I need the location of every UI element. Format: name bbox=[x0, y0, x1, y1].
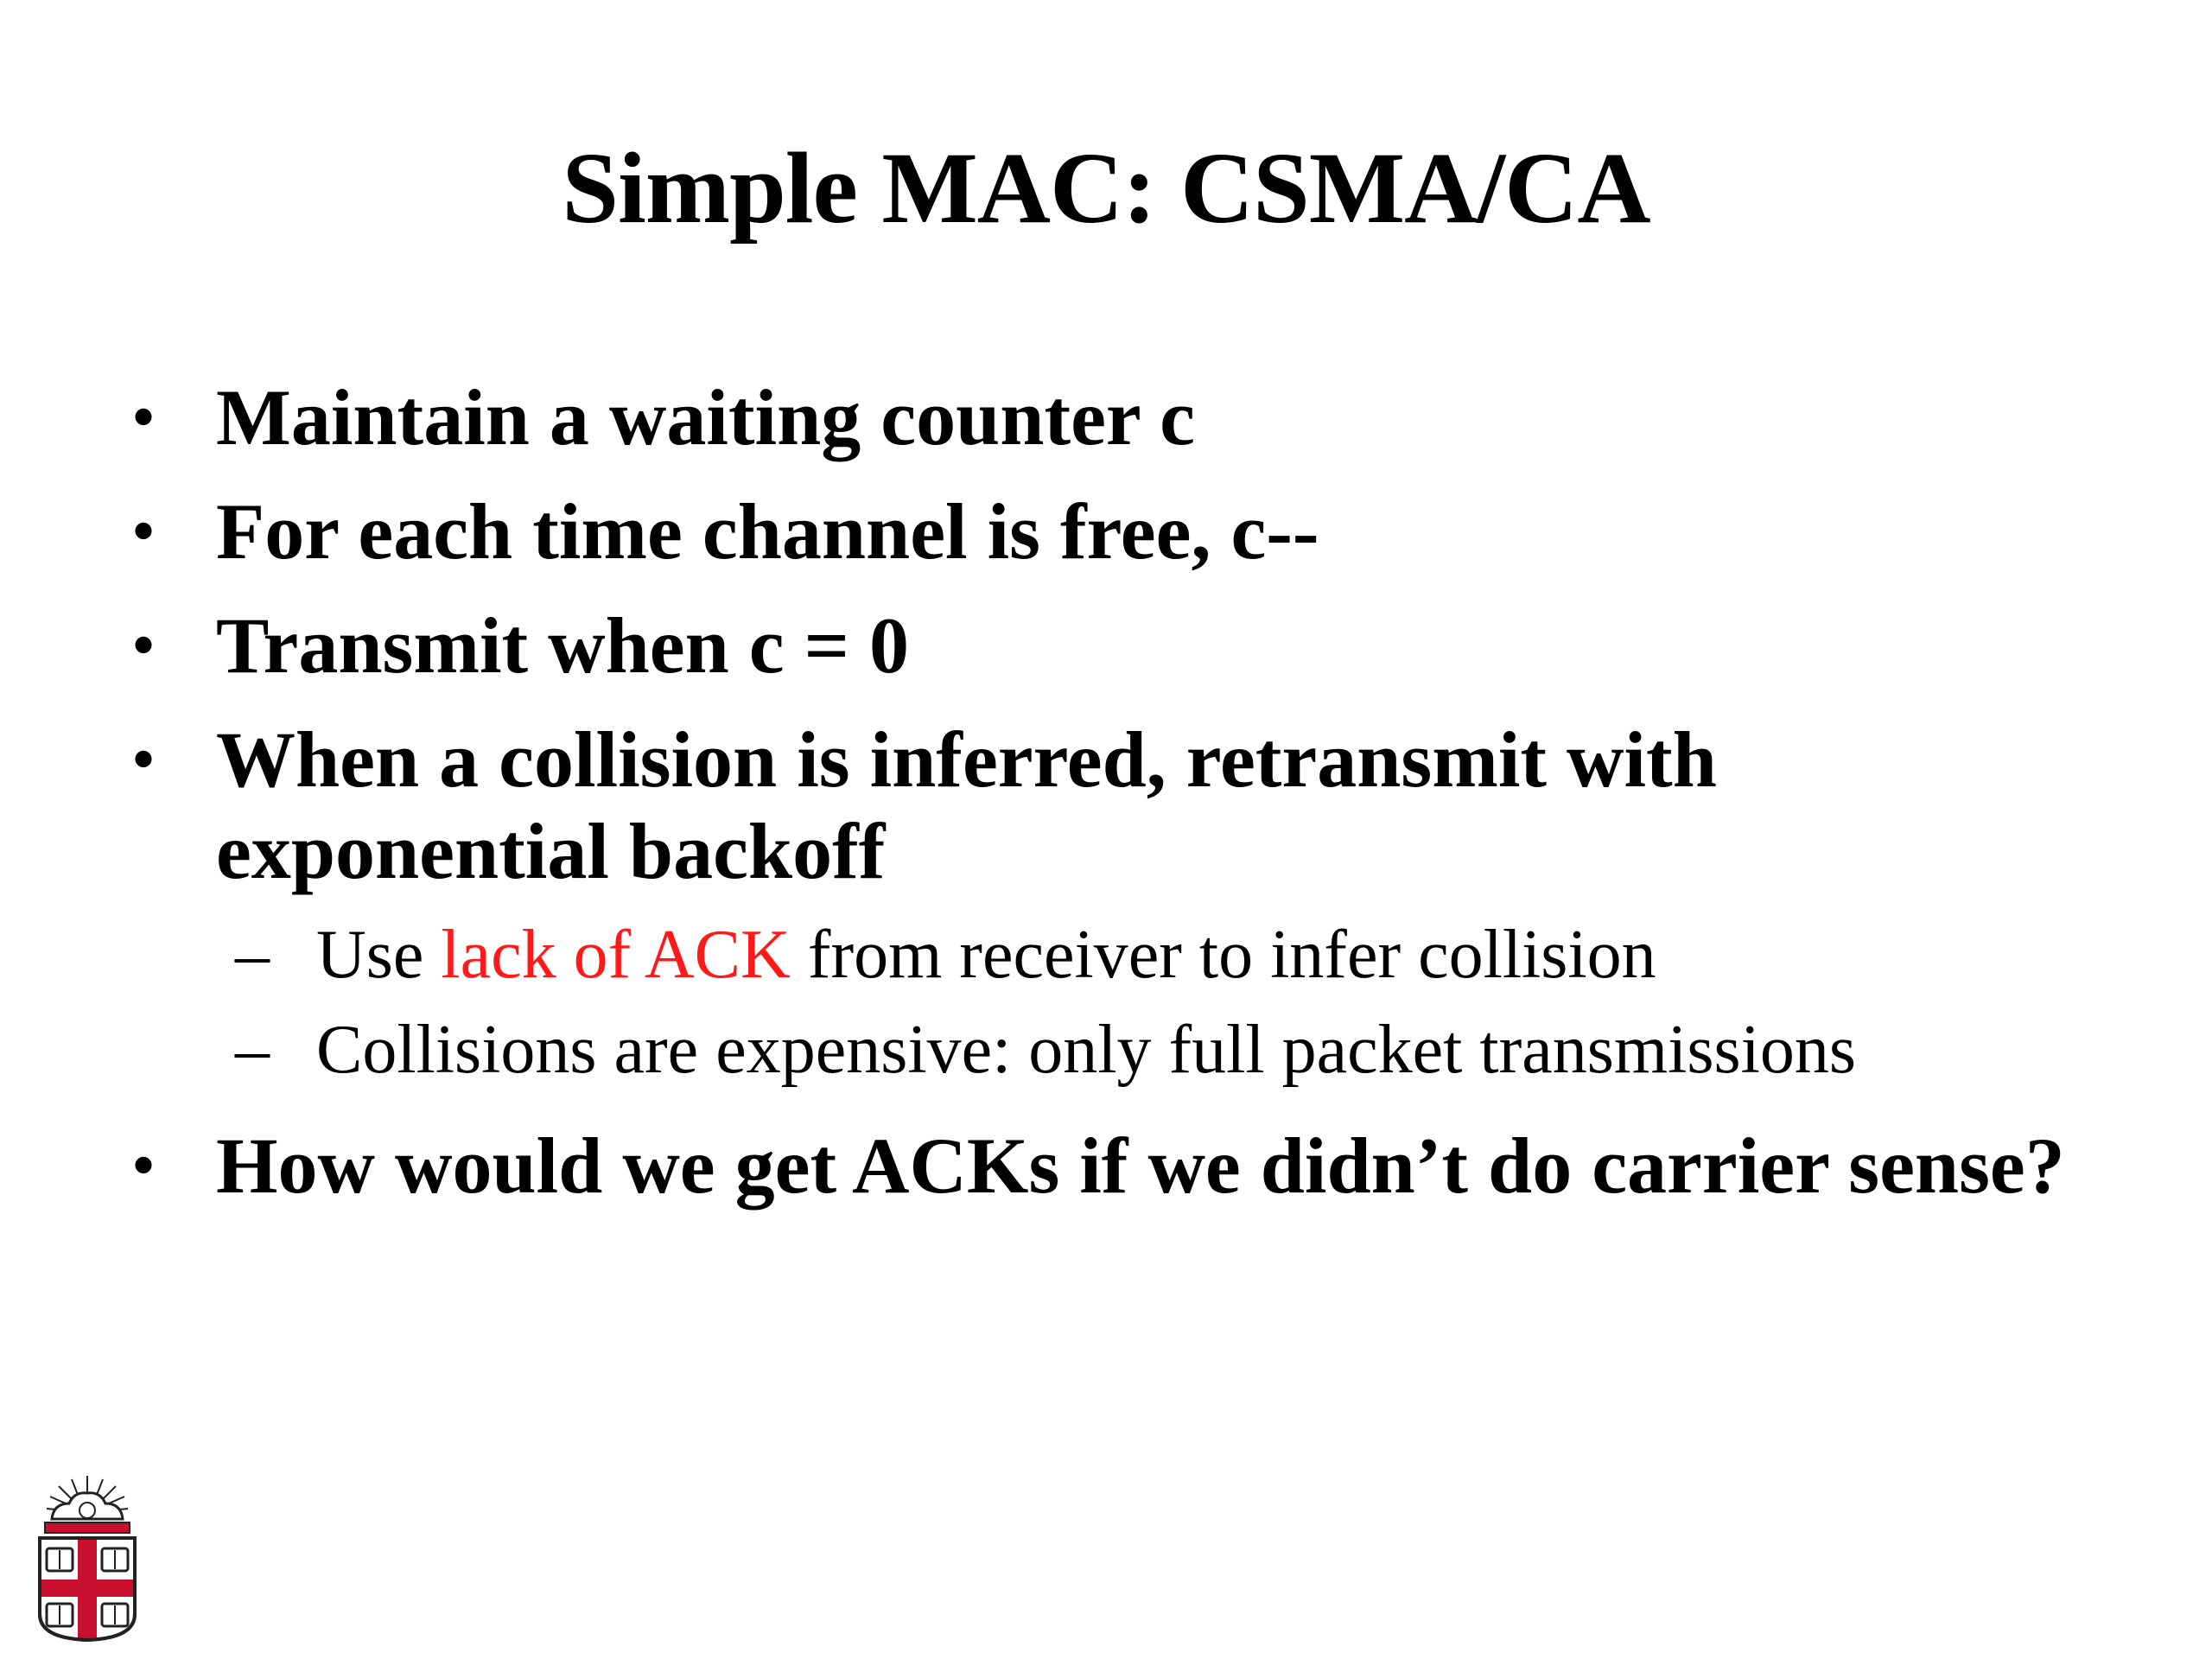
highlight-text: lack of ACK bbox=[441, 917, 791, 993]
sub-bullet-item bbox=[216, 907, 2119, 1002]
bullet-marker: • bbox=[131, 493, 156, 569]
bullet-item bbox=[131, 372, 2119, 463]
sub-bullet-marker: – bbox=[235, 917, 270, 993]
sub-bullet-text: Use bbox=[316, 917, 442, 993]
sub-bullet-list bbox=[216, 907, 2119, 1097]
bullet-text: Transmit when c = 0 bbox=[216, 601, 910, 690]
sub-bullet-text: Collisions are expensive: only full packet transmissions bbox=[316, 1012, 1856, 1088]
bullet-marker: • bbox=[131, 721, 156, 798]
sub-bullet-text: from receiver to infer collision bbox=[790, 917, 1656, 993]
sub-bullet-marker: – bbox=[235, 1012, 270, 1088]
bullet-list bbox=[131, 372, 2119, 1234]
bullet-marker: • bbox=[131, 379, 156, 455]
slide-title: Simple MAC: CSMA/CA bbox=[562, 131, 1650, 245]
bullet-text: When a collision is inferred, retransmit with exponential backoff bbox=[216, 715, 1717, 895]
bullet-item bbox=[131, 1120, 2119, 1211]
university-crest-icon bbox=[33, 1469, 142, 1642]
bullet-text: For each time channel is free, c-- bbox=[216, 487, 1319, 575]
bullet-item bbox=[131, 486, 2119, 577]
bullet-marker: • bbox=[131, 607, 156, 683]
bullet-marker: • bbox=[131, 1128, 156, 1204]
bullet-item bbox=[131, 600, 2119, 691]
bullet-text: How would we get ACKs if we didn’t do carrier sense? bbox=[216, 1122, 2065, 1210]
bullet-item bbox=[131, 714, 2119, 1097]
sub-bullet-item bbox=[216, 1002, 2119, 1097]
bullet-text: Maintain a waiting counter c bbox=[216, 373, 1195, 461]
